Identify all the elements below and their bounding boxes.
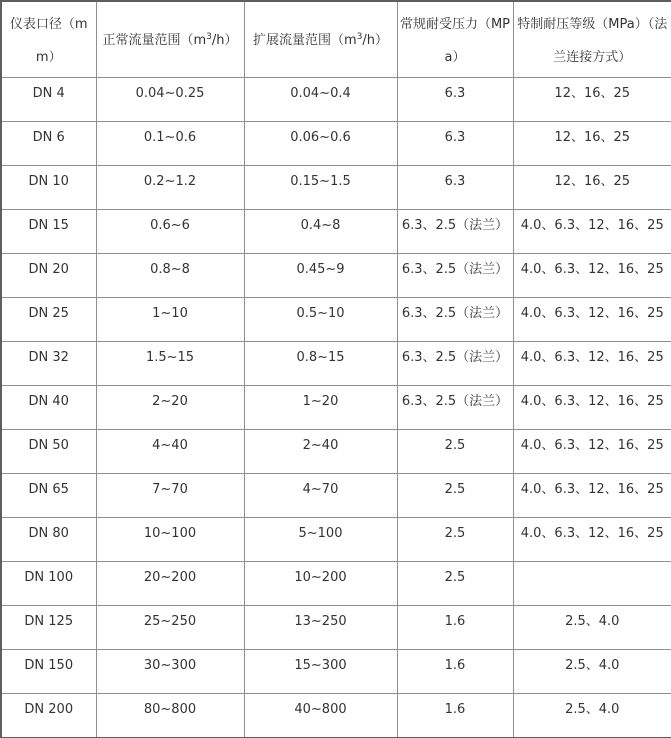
- cell-special-pressure: 4.0、6.3、12、16、25: [513, 254, 671, 298]
- cell-extended-flow: 2~40: [244, 430, 397, 474]
- cell-diameter: DN 6: [1, 122, 96, 166]
- table-row: [1, 254, 671, 298]
- cell-normal-flow: 30~300: [96, 650, 244, 694]
- cell-normal-pressure: 6.3、2.5（法兰）: [397, 254, 513, 298]
- header-normal-pressure-line2: a）: [444, 49, 466, 65]
- cell-normal-pressure: 6.3、2.5（法兰）: [397, 342, 513, 386]
- cell-special-pressure: 4.0、6.3、12、16、25: [513, 430, 671, 474]
- table-row: [1, 650, 671, 694]
- cell-diameter: DN 32: [1, 342, 96, 386]
- table-row: [1, 210, 671, 254]
- cell-normal-flow: 10~100: [96, 518, 244, 562]
- cell-normal-flow: 1~10: [96, 298, 244, 342]
- header-special-pressure-line1: 特制耐压等级（MPa）（法: [517, 16, 668, 32]
- cell-normal-pressure: 6.3: [397, 166, 513, 210]
- cell-normal-flow: 0.04~0.25: [96, 78, 244, 122]
- cell-normal-flow: 4~40: [96, 430, 244, 474]
- cell-diameter: DN 4: [1, 78, 96, 122]
- cell-extended-flow: 5~100: [244, 518, 397, 562]
- cell-diameter: DN 200: [1, 694, 96, 738]
- cell-diameter: DN 80: [1, 518, 96, 562]
- cell-special-pressure: 4.0、6.3、12、16、25: [513, 342, 671, 386]
- header-special-pressure-line2: 兰连接方式）: [553, 49, 632, 65]
- header-normal-flow-sup: 3: [206, 32, 212, 42]
- header-extended-flow-pre: 扩展流量范围（m: [252, 33, 357, 48]
- cell-diameter: DN 20: [1, 254, 96, 298]
- cell-normal-flow: 2~20: [96, 386, 244, 430]
- table-row: [1, 386, 671, 430]
- cell-normal-flow: 0.1~0.6: [96, 122, 244, 166]
- cell-normal-pressure: 2.5: [397, 562, 513, 606]
- table-row: [1, 122, 671, 166]
- cell-extended-flow: 0.8~15: [244, 342, 397, 386]
- cell-special-pressure: [513, 562, 671, 606]
- cell-normal-pressure: 1.6: [397, 650, 513, 694]
- cell-diameter: DN 65: [1, 474, 96, 518]
- cell-normal-flow: 1.5~15: [96, 342, 244, 386]
- cell-extended-flow: 15~300: [244, 650, 397, 694]
- header-normal-flow-post: /h）: [211, 33, 238, 48]
- cell-special-pressure: 4.0、6.3、12、16、25: [513, 210, 671, 254]
- cell-normal-pressure: 6.3: [397, 122, 513, 166]
- cell-special-pressure: 4.0、6.3、12、16、25: [513, 298, 671, 342]
- cell-extended-flow: 0.4~8: [244, 210, 397, 254]
- table-row: [1, 78, 671, 122]
- header-special-pressure: [513, 1, 671, 78]
- table-row: [1, 474, 671, 518]
- cell-diameter: DN 15: [1, 210, 96, 254]
- cell-diameter: DN 25: [1, 298, 96, 342]
- table-row: [1, 430, 671, 474]
- cell-special-pressure: 2.5、4.0: [513, 694, 671, 738]
- cell-extended-flow: 40~800: [244, 694, 397, 738]
- cell-special-pressure: 4.0、6.3、12、16、25: [513, 386, 671, 430]
- header-extended-flow: [244, 1, 397, 78]
- cell-extended-flow: 0.04~0.4: [244, 78, 397, 122]
- cell-diameter: DN 10: [1, 166, 96, 210]
- cell-normal-pressure: 2.5: [397, 474, 513, 518]
- table-row: [1, 518, 671, 562]
- cell-normal-pressure: 1.6: [397, 606, 513, 650]
- cell-extended-flow: 13~250: [244, 606, 397, 650]
- cell-diameter: DN 150: [1, 650, 96, 694]
- cell-normal-pressure: 6.3: [397, 78, 513, 122]
- cell-normal-pressure: 2.5: [397, 430, 513, 474]
- cell-normal-flow: 80~800: [96, 694, 244, 738]
- cell-extended-flow: 0.15~1.5: [244, 166, 397, 210]
- cell-extended-flow: 0.06~0.6: [244, 122, 397, 166]
- header-normal-flow-pre: 正常流量范围（m: [102, 33, 207, 48]
- cell-normal-flow: 0.6~6: [96, 210, 244, 254]
- table-row: [1, 342, 671, 386]
- cell-normal-flow: 0.8~8: [96, 254, 244, 298]
- cell-special-pressure: 12、16、25: [513, 122, 671, 166]
- cell-normal-flow: 25~250: [96, 606, 244, 650]
- cell-special-pressure: 2.5、4.0: [513, 606, 671, 650]
- header-extended-flow-sup: 3: [356, 32, 363, 42]
- cell-extended-flow: 0.5~10: [244, 298, 397, 342]
- cell-extended-flow: 1~20: [244, 386, 397, 430]
- cell-normal-flow: 20~200: [96, 562, 244, 606]
- cell-special-pressure: 4.0、6.3、12、16、25: [513, 518, 671, 562]
- header-extended-flow-post: /h）: [362, 33, 389, 48]
- cell-extended-flow: 0.45~9: [244, 254, 397, 298]
- table-row: [1, 298, 671, 342]
- cell-normal-pressure: 1.6: [397, 694, 513, 738]
- cell-special-pressure: 12、16、25: [513, 166, 671, 210]
- cell-normal-flow: 0.2~1.2: [96, 166, 244, 210]
- table-row: [1, 694, 671, 738]
- table-row: [1, 166, 671, 210]
- header-normal-pressure-line1: 常规耐受压力（MP: [399, 16, 511, 32]
- cell-special-pressure: 2.5、4.0: [513, 650, 671, 694]
- cell-normal-pressure: 6.3、2.5（法兰）: [397, 210, 513, 254]
- header-diameter-line1: 仪表口径（m: [9, 16, 88, 32]
- table-row: [1, 606, 671, 650]
- cell-diameter: DN 40: [1, 386, 96, 430]
- header-diameter: [1, 1, 96, 78]
- cell-normal-flow: 7~70: [96, 474, 244, 518]
- cell-diameter: DN 50: [1, 430, 96, 474]
- header-diameter-line2: m）: [35, 49, 62, 65]
- table-row: [1, 562, 671, 606]
- cell-special-pressure: 4.0、6.3、12、16、25: [513, 474, 671, 518]
- cell-normal-pressure: 2.5: [397, 518, 513, 562]
- cell-special-pressure: 12、16、25: [513, 78, 671, 122]
- cell-diameter: DN 125: [1, 606, 96, 650]
- cell-normal-pressure: 6.3、2.5（法兰）: [397, 298, 513, 342]
- cell-diameter: DN 100: [1, 562, 96, 606]
- cell-extended-flow: 10~200: [244, 562, 397, 606]
- cell-extended-flow: 4~70: [244, 474, 397, 518]
- cell-normal-pressure: 6.3、2.5（法兰）: [397, 386, 513, 430]
- header-normal-flow: [96, 1, 244, 78]
- header-normal-pressure: [397, 1, 513, 78]
- header-row: [1, 1, 671, 78]
